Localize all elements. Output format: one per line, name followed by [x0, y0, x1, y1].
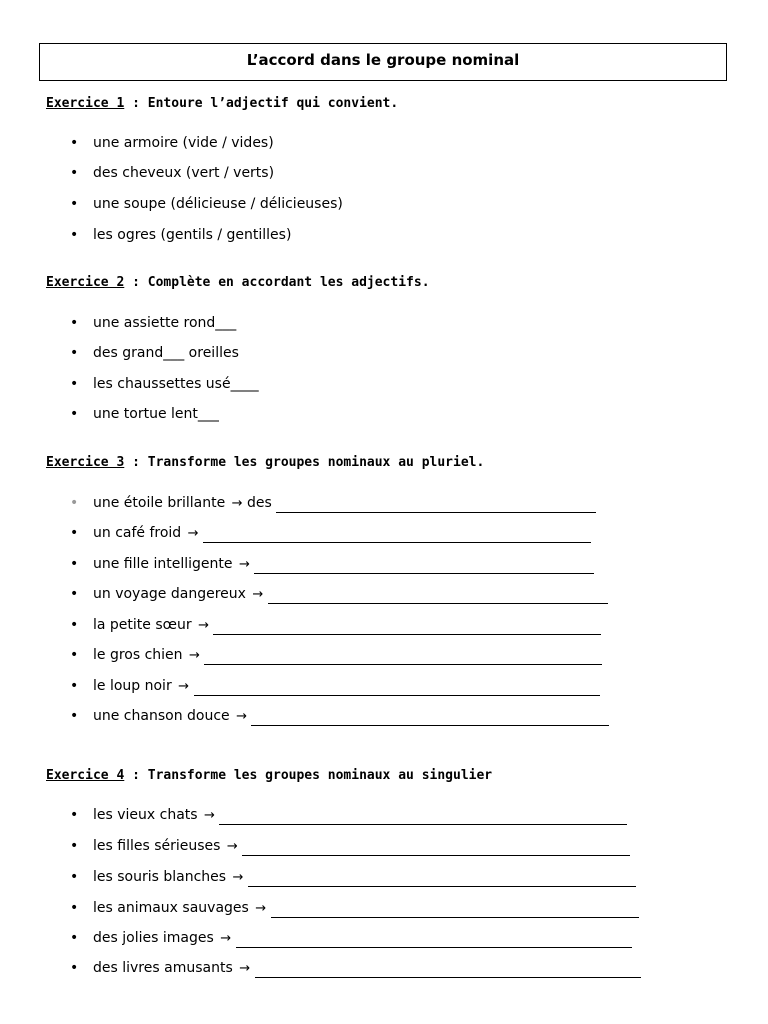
exercise-4-heading [46, 768, 492, 783]
arrow-icon: → [255, 901, 267, 916]
page-title: L’accord dans le groupe nominal [246, 51, 520, 69]
list-item: • les souris blanches → [70, 868, 636, 887]
list-item: • les ogres (gentils / gentilles) [70, 227, 292, 243]
list-item: • une fille intelligente → [70, 555, 594, 574]
answer-blank[interactable] [203, 528, 591, 543]
arrow-icon: → [236, 709, 248, 724]
arrow-icon: → [204, 808, 215, 823]
list-item: • les filles sérieuses → [70, 837, 630, 856]
answer-blank[interactable] [268, 589, 608, 604]
exercise-1-heading [46, 96, 398, 111]
answer-blank[interactable] [242, 841, 630, 856]
arrow-icon: → [231, 496, 243, 511]
title-box [39, 43, 727, 81]
answer-blank[interactable] [271, 903, 639, 918]
answer-blank[interactable] [213, 620, 601, 635]
answer-blank[interactable] [255, 963, 641, 978]
arrow-icon: → [238, 557, 250, 572]
list-item: • le gros chien → [70, 646, 602, 665]
answer-blank[interactable] [276, 498, 596, 513]
answer-blank[interactable] [194, 681, 600, 696]
arrow-icon: → [239, 961, 251, 976]
exercise-1-instruction: : Entoure l’adjectif qui convient. [124, 96, 399, 111]
arrow-icon: → [232, 870, 244, 885]
answer-blank[interactable] [251, 711, 609, 726]
arrow-icon: → [189, 648, 200, 663]
exercise-2-instruction: : Complète en accordant les adjectifs. [124, 275, 430, 290]
exercise-1-label: Exercice 1 [46, 96, 125, 111]
answer-blank[interactable] [254, 559, 594, 574]
list-item: • une assiette rond___ [70, 315, 237, 331]
list-item: • une soupe (délicieuse / délicieuses) [70, 196, 343, 212]
arrow-icon: → [178, 679, 190, 694]
list-item: • une étoile brillante → des [70, 494, 596, 513]
arrow-icon: → [187, 526, 199, 541]
answer-blank[interactable] [236, 933, 632, 948]
exercise-3-heading [46, 455, 484, 470]
answer-blank[interactable] [219, 810, 627, 825]
list-item: • une armoire (vide / vides) [70, 135, 274, 151]
exercise-4-label: Exercice 4 [46, 768, 125, 783]
arrow-icon: → [252, 587, 264, 602]
list-item: • le loup noir → [70, 677, 600, 696]
exercise-4-instruction: : Transforme les groupes nominaux au singulier [124, 768, 493, 783]
list-item: • des grand___ oreilles [70, 345, 239, 361]
arrow-icon: → [226, 839, 238, 854]
list-item: • une tortue lent___ [70, 406, 219, 422]
list-item: • des jolies images → [70, 929, 632, 948]
arrow-icon: → [220, 931, 232, 946]
list-item: • la petite sœur → [70, 616, 601, 635]
list-item: • un café froid → [70, 524, 591, 543]
list-item: • les vieux chats → [70, 806, 627, 825]
list-item: • des cheveux (vert / verts) [70, 165, 275, 181]
list-item: • un voyage dangereux → [70, 585, 608, 604]
list-item: • les chaussettes usé____ [70, 376, 259, 392]
exercise-2-label: Exercice 2 [46, 275, 125, 290]
list-item: • les animaux sauvages → [70, 899, 639, 918]
exercise-3-label: Exercice 3 [46, 455, 125, 470]
list-item: • des livres amusants → [70, 959, 641, 978]
answer-blank[interactable] [248, 872, 636, 887]
answer-blank[interactable] [204, 650, 602, 665]
exercise-2-heading [46, 275, 430, 290]
list-item: • une chanson douce → [70, 707, 609, 726]
arrow-icon: → [198, 618, 209, 633]
exercise-3-instruction: : Transforme les groupes nominaux au pluriel. [124, 455, 485, 470]
